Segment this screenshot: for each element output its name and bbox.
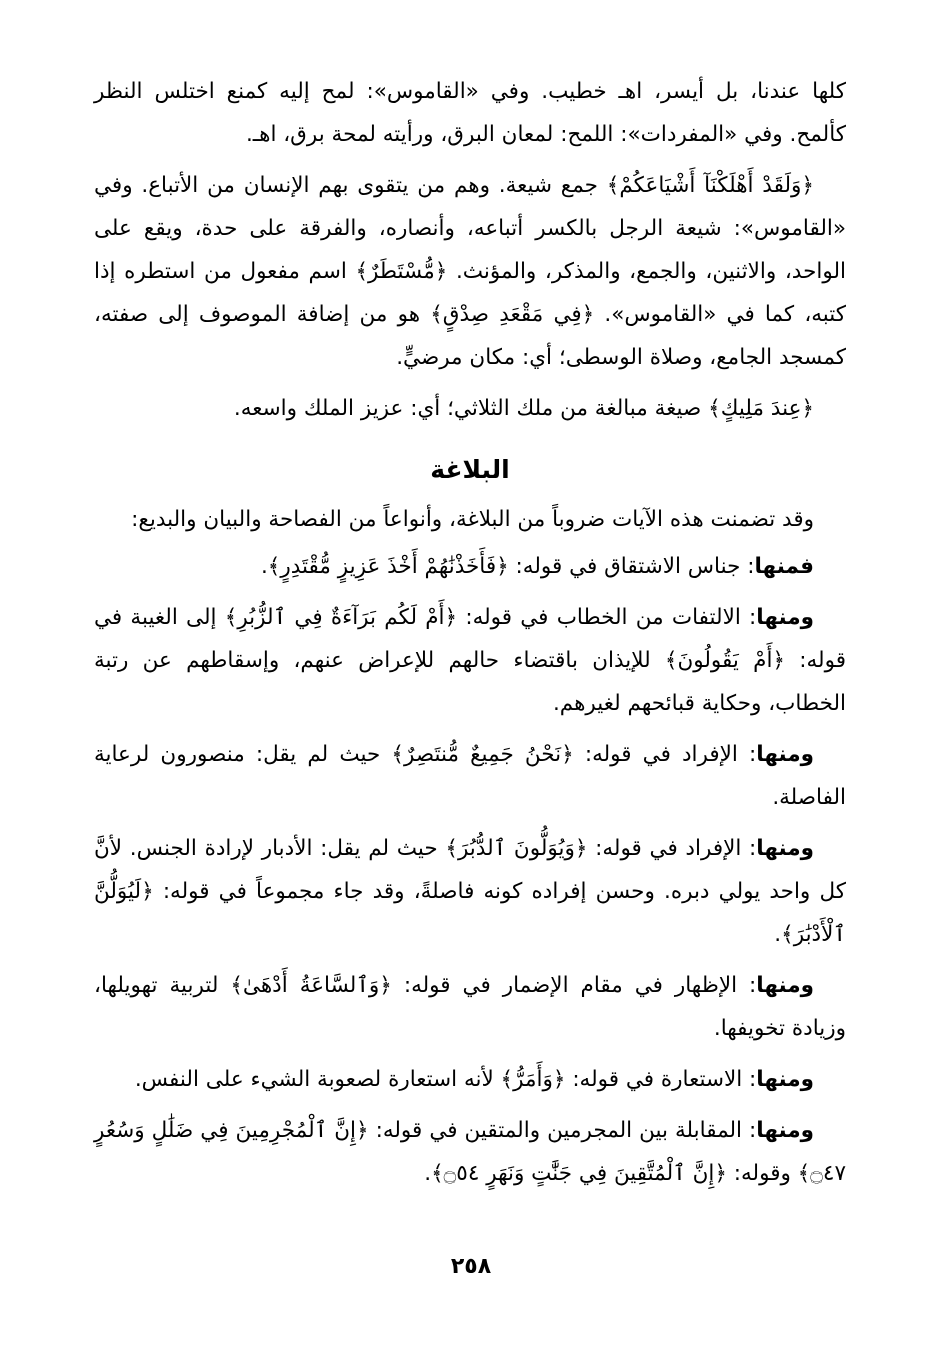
paragraph-text: ﴿عِندَ مَلِيكٍ﴾ صيغة مبالغة من ملك الثلاثي؛ أي: عزيز الملك واسعه. [233,396,814,421]
item-text: : الاستعارة في قوله: ﴿وَأَمَرُّ﴾ لأنه استعارة لصعوبة الشيء على النفس. [134,1067,757,1092]
rhetoric-item [94,827,846,956]
paragraph-malik [94,387,846,430]
item-lead: ومنها [756,836,814,861]
section-heading: البلاغة [430,455,510,484]
item-lead: ومنها [756,973,814,998]
item-lead: فمنها [754,554,814,579]
item-text: : الإفراد في قوله: ﴿نَحْنُ جَمِيعٌ مُّنتَصِرٌ﴾ حيث لم يقل: منصورون لرعاية الفاصلة. [94,742,846,810]
item-lead: ومنها [756,1118,814,1143]
item-text: : الالتفات من الخطاب في قوله: ﴿أَمْ لَكُم بَرَآءَةٌ فِي ٱلزُّبُرِ﴾ إلى الغيبة في قوله: ﴿أَمْ يَقُولُونَ﴾ للإيذان باقتضاء حالهم للإعراض عنهم، وإسقاطهم عن رتبة الخطاب، وحكاية قبائحهم لغيرهم. [94,605,846,716]
rhetoric-item [94,964,846,1050]
item-lead: ومنها [756,1067,814,1092]
paragraph-ashyaakum [94,164,846,379]
item-lead: ومنها [756,605,814,630]
item-text: : المقابلة بين المجرمين والمتقين في قوله: ﴿إِنَّ ٱلْمُجْرِمِينَ فِي ضَلَٰلٍ وَسُعُرٍ ۝٤٧﴾ وقوله: ﴿إِنَّ ٱلْمُتَّقِينَ فِي جَنَّٰتٍ وَنَهَرٍ ۝٥٤﴾. [94,1118,846,1186]
paragraph-text: كلها عندنا، بل أيسر، اهـ خطيب. وفي «القاموس»: لمح إليه كمنع اختلس النظر كألمح. وفي «المفردات»: اللمح: لمعان البرق، ورأيته لمحة برق، اهـ. [94,79,846,147]
paragraph-text: وقد تضمنت هذه الآيات ضروباً من البلاغة، وأنواعاً من الفصاحة والبيان والبديع: [131,507,814,532]
item-text: : الإفراد في قوله: ﴿وَيُوَلُّونَ ٱلدُّبُرَ﴾ حيث لم يقل: الأدبار لإرادة الجنس. لأنَّ كل واحد يولي دبره. وحسن إفراده كونه فاصلةً، وقد جاء مجموعاً في قوله: ﴿لَيُوَلُّنَّ ٱلْأَدْبَٰرَ﴾. [94,836,846,947]
page-number: ٢٥٨ [450,1254,492,1279]
rhetoric-item [94,545,846,588]
paragraph-text: ﴿وَلَقَدْ أَهْلَكْنَآ أَشْيَاعَكُمْ﴾ جمع شيعة. وهم من يتقوى بهم الإنسان من الأتباع. وفي «القاموس»: شيعة الرجل بالكسر أتباعه، وأنصاره، والفرقة على حدة، ويقع على الواحد، والاثنين، والجمع، والمذكر، والمؤنث. ﴿مُّسْتَطَرٌ﴾ اسم مفعول من استطره إذا كتبه، كما في «القاموس». ﴿فِي مَقْعَدِ صِدْقٍ﴾ هو من إضافة الموصوف إلى صفته، كمسجد الجامع، وصلاة الوسطى؛ أي: مكان مرضيٍّ. [94,173,846,370]
page-body [94,70,846,1203]
item-text: : الإظهار في مقام الإضمار في قوله: ﴿وَٱلسَّاعَةُ أَدْهَىٰ﴾ لتربية تهويلها، وزيادة تخويفها. [94,973,846,1041]
paragraph-lamh [94,70,846,156]
item-lead: ومنها [756,742,814,767]
rhetoric-item [94,596,846,725]
rhetoric-item [94,733,846,819]
item-text: : جناس الاشتقاق في قوله: ﴿فَأَخَذْنَٰهُمْ أَخْذَ عَزِيزٍ مُّقْتَدِرٍ﴾. [260,554,755,579]
rhetoric-intro [94,498,846,541]
rhetoric-item [94,1109,846,1195]
rhetoric-item [94,1058,846,1101]
